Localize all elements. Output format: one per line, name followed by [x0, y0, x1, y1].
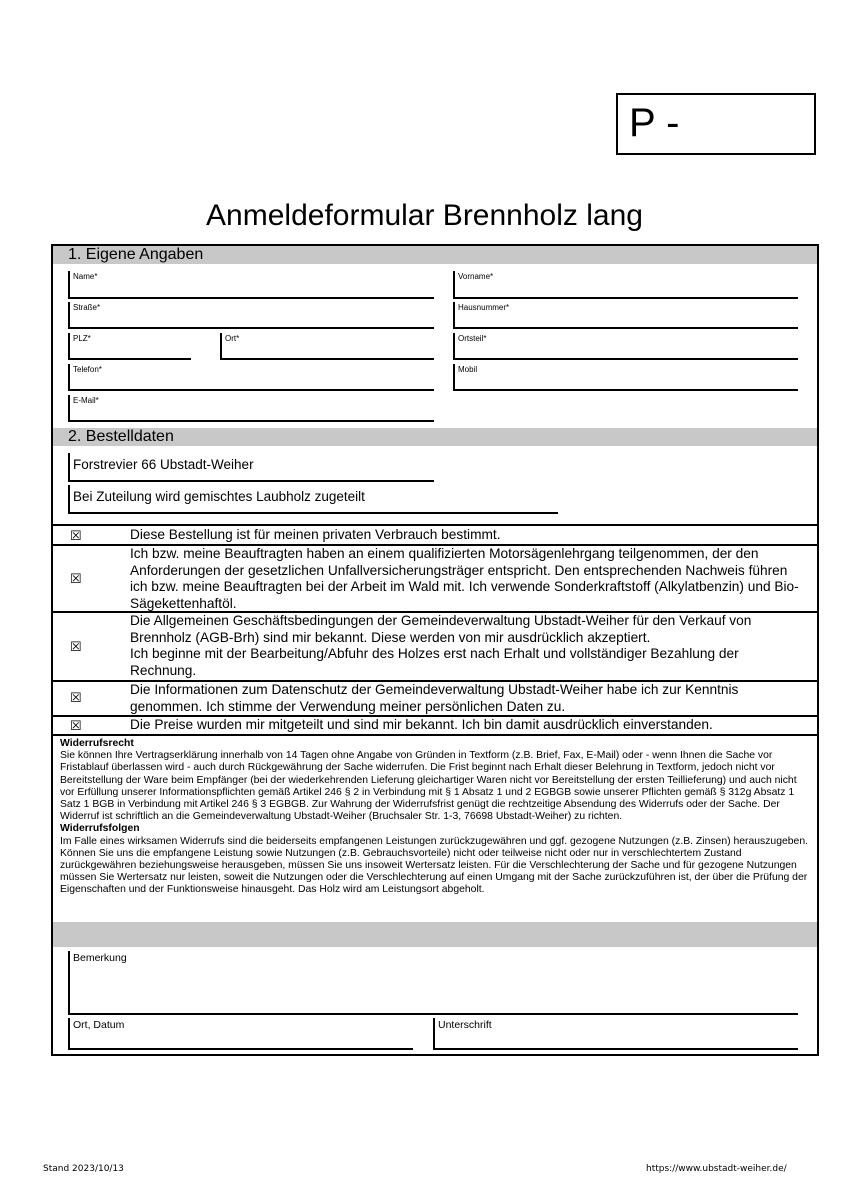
checkbox-private-use[interactable]: ☒ — [70, 528, 82, 543]
divider — [53, 524, 817, 526]
bemerkung-field[interactable] — [68, 951, 798, 1015]
mobil-label: Mobil — [458, 365, 478, 374]
legal-text — [60, 738, 812, 897]
ort-label: Ort* — [225, 334, 240, 343]
declaration-payment: Ich beginne mit der Bearbeitung/Abfuhr des Holzes erst nach Erhalt und vollständiger Bezahlung der Rechnung. — [130, 646, 739, 678]
checkbox-preise[interactable]: ☒ — [70, 718, 82, 733]
mobil-field[interactable] — [453, 364, 798, 391]
bemerkung-label: Bemerkung — [73, 952, 127, 964]
hausnummer-label: Hausnummer* — [458, 303, 510, 312]
ortsteil-label: Ortsteil* — [458, 334, 487, 343]
declaration-datenschutz: Die Informationen zum Datenschutz der Gemeindeverwaltung Ubstadt-Weiher habe ich zur Kenntnis genommen. Ich stimme der Verwendung meiner persönlichen Daten zu. — [130, 682, 739, 714]
section-2-heading: 2. Bestelldaten — [68, 428, 174, 445]
plz-field[interactable] — [68, 333, 191, 360]
unterschrift-field[interactable] — [433, 1018, 798, 1050]
order-number-label: P - — [629, 101, 680, 145]
declaration-agb: Die Allgemeinen Geschäftsbedingungen der Gemeindeverwaltung Ubstadt-Weiher für den Verkauf von Brennholz (AGB-Brh) sind mir bekannt. Diese werden von mir ausdrücklich akzeptiert. — [130, 613, 752, 645]
name-label: Name* — [73, 272, 98, 281]
unterschrift-label: Unterschrift — [438, 1019, 492, 1031]
ort-datum-field[interactable] — [68, 1018, 413, 1050]
email-label: E-Mail* — [73, 396, 99, 405]
name-field[interactable] — [68, 271, 434, 299]
ortsteil-field[interactable] — [453, 333, 798, 360]
checkbox-datenschutz[interactable]: ☒ — [70, 690, 82, 705]
email-field[interactable] — [68, 395, 434, 422]
vorname-label: Vorname* — [458, 272, 494, 281]
footer-stand: Stand 2023/10/13 — [43, 1164, 124, 1174]
telefon-label: Telefon* — [73, 365, 102, 374]
declaration-private-use: Diese Bestellung ist für meinen privaten Verbrauch bestimmt. — [130, 527, 501, 542]
footer-url[interactable]: https://www.ubstadt-weiher.de/ — [646, 1164, 787, 1174]
strasse-field[interactable] — [68, 302, 434, 329]
telefon-field[interactable] — [68, 364, 434, 391]
divider — [53, 734, 817, 736]
vorname-field[interactable] — [453, 271, 798, 299]
revier-value: Forstrevier 66 Ubstadt-Weiher — [73, 457, 254, 472]
grey-band — [53, 922, 817, 947]
zuteilung-value: Bei Zuteilung wird gemischtes Laubholz zugeteilt — [73, 489, 365, 504]
widerrufsfolgen-text: Im Falle eines wirksamen Widerrufs sind die beiderseits empfangenen Leistungen zurückzugewähren und ggf. gezogene Nutzungen (z.B. Zinsen) herauszugeben. Können Sie uns die empfangene Leistung sowie Nutzungen (z.B. Gebrauchsvorteile) nicht oder teilweise nicht oder nur in verschlechtertem Zustand zurückgewähren beziehungsweise herausgeben, müssen Sie uns insoweit Wertersatz leisten. Für die Verschlechterung der Sache und für gezogene Nutzungen müssen Sie Wertersatz nur leisten, soweit die Nutzungen oder die Verschlechterung auf einen Umgang mit der Sache zurückzuführen ist, der über die Prüfung der Eigenschaften und der Funktionsweise hinausgeht. Das Holz wird am Leistungsort abgeholt. — [60, 835, 808, 896]
strasse-label: Straße* — [73, 303, 101, 312]
widerrufsrecht-heading: Widerrufsrecht — [60, 738, 134, 749]
hausnummer-field[interactable] — [453, 302, 798, 329]
section-1-header — [53, 246, 817, 264]
checkbox-agb[interactable]: ☒ — [70, 639, 82, 654]
revier-field — [68, 453, 434, 482]
section-1-heading: 1. Eigene Angaben — [68, 246, 204, 263]
section-2-header — [53, 428, 817, 446]
widerrufsrecht-text: Sie können Ihre Vertragserklärung innerhalb von 14 Tagen ohne Angabe von Gründen in Textform (z.B. Brief, Fax, E-Mail) oder - wenn Ihnen die Sache vor Fristablauf überlassen wird - auch durch Rückgewährung der Sache widerrufen. Die Frist beginnt nach Erhalt dieser Belehrung in Textform, jedoch nicht vor Bereitstellung der Ware beim Empfänger (bei der wiederkehrenden Lieferung gleichartiger Waren nicht vor Bereitstellung der ersten Teillieferung) und auch nicht vor Erfüllung unserer Informationspflichten gemäß Artikel 246 § 2 in Verbindung mit § 1 Absatz 1 und 2 EGBGB sowie unserer Pflichten gemäß § 312g Absatz 1 Satz 1 BGB in Verbindung mit Artikel 246 § 3 EGBGB. Zur Wahrung der Widerrufsfrist genügt die rechtzeitige Absendung des Widerrufs oder der Sache. Der Widerruf ist schriftlich an die Gemeindeverwaltung Ubstadt-Weiher (Bruchsaler Str. 1-3, 76698 Ubstadt-Weiher) zu richten. — [60, 750, 797, 823]
ort-datum-label: Ort, Datum — [73, 1019, 125, 1031]
plz-label: PLZ* — [73, 334, 91, 343]
widerrufsfolgen-heading: Widerrufsfolgen — [60, 823, 140, 835]
form-title: Anmeldeformular Brennholz lang — [206, 199, 643, 232]
zuteilung-field — [68, 485, 558, 514]
order-number-box[interactable] — [616, 93, 816, 155]
checkbox-chainsaw-course[interactable]: ☒ — [70, 571, 82, 586]
declaration-preise: Die Preise wurden mir mitgeteilt und sind mir bekannt. Ich bin damit ausdrücklich einverstanden. — [130, 717, 713, 732]
ort-field[interactable] — [220, 333, 434, 360]
declaration-chainsaw-course: Ich bzw. meine Beauftragten haben an einem qualifizierten Motorsägenlehrgang teilgenommen, der den Anforderungen der gesetzlichen Unfallversicherungsträger entspricht. Den entsprechenden Nachweis führen ich bzw. meine Beauftragten bei der Arbeit im Wald mit. Ich verwende Sonderkraftstoff (Alkylatbenzin) und Bio-Sägekettenhaftöl. — [130, 546, 799, 611]
